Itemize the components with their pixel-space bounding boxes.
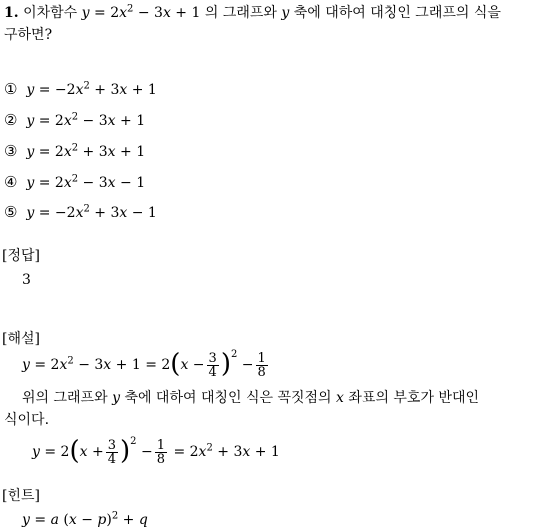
choice-expression: $y = -2x^2 + 3x - 1$ xyxy=(26,203,157,221)
explanation-text-line-2: 식이다. xyxy=(4,412,50,428)
choice-expression: $y = 2x^2 - 3x - 1$ xyxy=(26,173,146,191)
choice-expression: $y = 2x^2 - 3x + 1$ xyxy=(26,111,146,129)
hint-formula: y = a $(x - p)^2 + q$ xyxy=(22,510,148,528)
question-stem-pre: 이차함수 xyxy=(23,5,78,21)
question-function: $y = 2x^2 - 3x + 1$ xyxy=(81,3,201,21)
choice-2[interactable] xyxy=(4,113,145,128)
choice-marker: ③ xyxy=(4,142,18,160)
explanation-header: [해설] xyxy=(2,331,40,347)
question-line-2: 구하면? xyxy=(4,27,53,43)
choice-expression: $y = 2x^2 + 3x + 1$ xyxy=(26,142,146,160)
question-line-1 xyxy=(4,3,501,21)
choice-4[interactable] xyxy=(4,175,145,190)
explanation-equation-1: $y = 2x^2 - 3x + 1 = 2$ ( x − $\frac{3}{4}$ ) $^2$ − $\frac{1}{8}$ xyxy=(22,349,266,380)
choice-marker: ④ xyxy=(4,173,18,191)
explanation-equation-2: y = 2 ( x + $\frac{3}{4}$ ) $^2$ − $\frac{1}{8}$ = $2x^2 + 3x + 1$ xyxy=(32,436,280,467)
question-stem-mid: 의 그래프와 xyxy=(204,5,277,21)
choice-1[interactable] xyxy=(4,82,157,97)
choice-marker: ① xyxy=(4,80,18,98)
answer-header: [정답] xyxy=(2,248,40,264)
question-number: 1. xyxy=(4,5,19,21)
question-axis: y xyxy=(281,5,290,21)
choice-3[interactable] xyxy=(4,144,145,159)
choice-5[interactable] xyxy=(4,205,157,220)
question-stem-post: 축에 대하여 대칭인 그래프의 식을 xyxy=(293,5,501,21)
choice-marker: ② xyxy=(4,111,18,129)
explanation-text-line-1: 위의 그래프와 y 축에 대하여 대칭인 식은 꼭짓점의 x 좌표의 부호가 반대인 xyxy=(22,390,480,406)
choice-expression: $y = -2x^2 + 3x + 1$ xyxy=(26,80,157,98)
answer-value: 3 xyxy=(22,272,31,288)
choice-marker: ⑤ xyxy=(4,203,18,221)
hint-header: [힌트] xyxy=(2,488,40,504)
